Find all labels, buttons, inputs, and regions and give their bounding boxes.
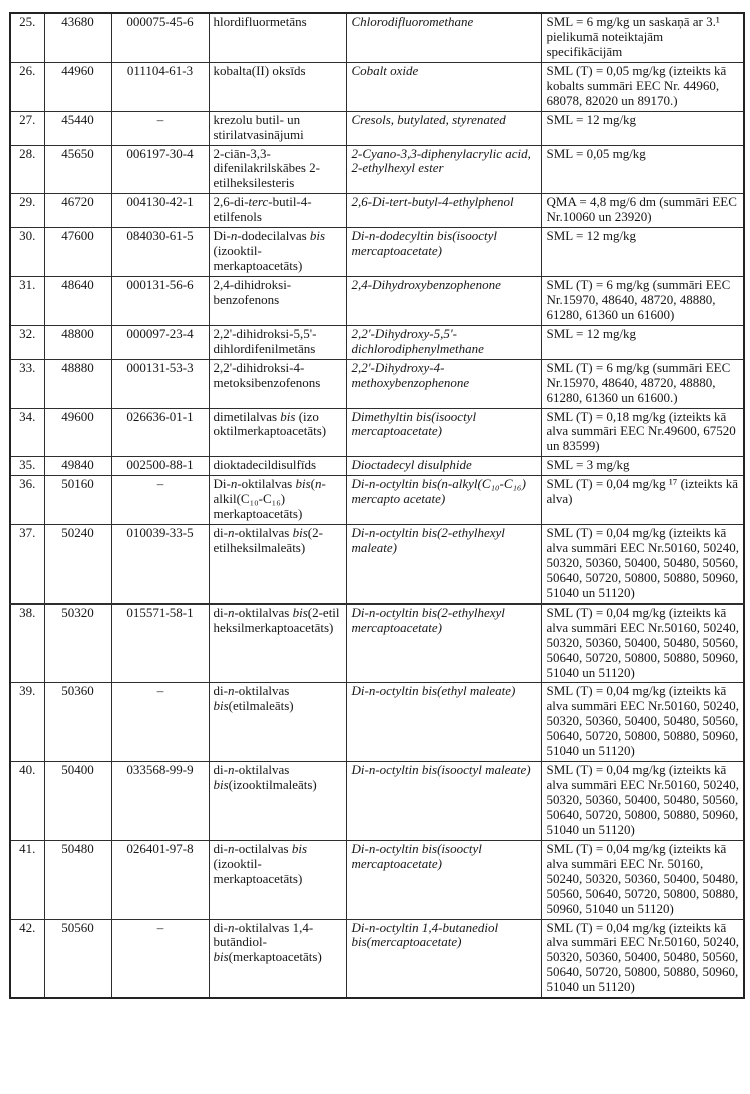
restriction-cell: SML (T) = 0,04 mg/kg (izteikts kā alva summāri EEC Nr. 50160, 50240, 50320, 50360, 50400, 50480, 50560, 50640, 50720, 50800, 50880, 50960, 51040 un 51120) [541,840,744,919]
substance-name-en-cell: Chlorodifluoromethane [346,13,541,62]
eec-ref-number-cell: 49600 [44,408,111,457]
eec-ref-number-cell: 50400 [44,762,111,841]
cas-number-cell: 000131-56-6 [111,277,209,326]
row-number-cell: 42. [10,919,44,998]
eec-ref-number-cell: 49840 [44,457,111,476]
substance-name-lv-cell: 2,2'-dihidroksi-5,5'-dihlordifenilmetāns [209,325,346,359]
row-number-cell: 37. [10,525,44,604]
substance-name-en-cell: 2,6-Di-tert-butyl-4-ethylphenol [346,194,541,228]
substance-name-en-cell: Di-n-dodecyltin bis(isooctyl mercaptoacetate) [346,228,541,277]
substance-name-lv-cell: 2,4-dihidroksi-benzofenons [209,277,346,326]
table-row [10,762,744,841]
cas-number-cell: 026401-97-8 [111,840,209,919]
row-number-cell: 31. [10,277,44,326]
cas-number-cell: 015571-58-1 [111,604,209,683]
substance-name-lv-cell: krezolu butil- un stirilatvasinājumi [209,111,346,145]
row-number-cell: 25. [10,13,44,62]
cas-number-cell: – [111,683,209,762]
restriction-cell: SML = 6 mg/kg un saskaņā ar 3.¹ pielikumā noteiktajām specifikācijām [541,13,744,62]
eec-ref-number-cell: 50360 [44,683,111,762]
restriction-cell: SML (T) = 0,04 mg/kg (izteikts kā alva summāri EEC Nr.50160, 50240, 50320, 50360, 50400, 50480, 50560, 50640, 50720, 50800, 50880, 50960, 51040 un 51120) [541,683,744,762]
substance-name-lv-cell: di-n-oktilalvas 1,4-butāndiol-bis(merkaptoacetāts) [209,919,346,998]
substance-name-en-cell: Di-n-octyltin bis(isooctyl mercaptoacetate) [346,840,541,919]
restriction-cell: SML (T) = 0,04 mg/kg (izteikts kā alva summāri EEC Nr.50160, 50240, 50320, 50360, 50400, 50480, 50560, 50640, 50720, 50800, 50880, 50960, 51040 un 51120) [541,762,744,841]
substance-name-lv-cell: di-n-oktilalvas bis(2-etil heksilmerkaptoacetāts) [209,604,346,683]
substance-name-lv-cell: di-n-oktilalvas bis(etilmaleāts) [209,683,346,762]
table-row [10,62,744,111]
substance-name-en-cell: Di-n-octyltin bis(isooctyl maleate) [346,762,541,841]
table-row [10,525,744,604]
substance-name-en-cell: 2,2'-Dihydroxy-5,5'-dichlorodiphenylmethane [346,325,541,359]
substance-name-lv-cell: hlordifluormetāns [209,13,346,62]
substance-name-lv-cell: 2,2'-dihidroksi-4-metoksibenzofenons [209,359,346,408]
table-row [10,457,744,476]
restriction-cell: SML (T) = 0,04 mg/kg (izteikts kā alva summāri EEC Nr.50160, 50240, 50320, 50360, 50400, 50480, 50560, 50640, 50720, 50800, 50880, 50960, 51040 un 51120) [541,919,744,998]
substance-name-en-cell: 2,2'-Dihydroxy-4-methoxybenzophenone [346,359,541,408]
substance-name-lv-cell: 2-ciān-3,3-difenilakrilskābes 2-etilheksilesteris [209,145,346,194]
cas-number-cell: 084030-61-5 [111,228,209,277]
substance-name-en-cell: 2-Cyano-3,3-diphenylacrylic acid, 2-ethylhexyl ester [346,145,541,194]
substance-name-lv-cell: di-n-octilalvas bis (izooktil-merkaptoacetāts) [209,840,346,919]
restriction-cell: SML = 0,05 mg/kg [541,145,744,194]
eec-ref-number-cell: 46720 [44,194,111,228]
substance-name-lv-cell: 2,6-di-terc-butil-4-etilfenols [209,194,346,228]
cas-number-cell: 011104-61-3 [111,62,209,111]
substance-name-en-cell: Dioctadecyl disulphide [346,457,541,476]
substance-name-lv-cell: Di-n-oktilalvas bis(n-alkil(C₁₀-C₁₆) merkaptoacetāts) [209,476,346,525]
cas-number-cell: – [111,476,209,525]
cas-number-cell: 004130-42-1 [111,194,209,228]
restriction-cell: SML (T) = 6 mg/kg (summāri EEC Nr.15970, 48640, 48720, 48880, 61280, 61360 un 61600) [541,277,744,326]
eec-ref-number-cell: 45650 [44,145,111,194]
substance-name-en-cell: Cobalt oxide [346,62,541,111]
table-row [10,840,744,919]
row-number-cell: 38. [10,604,44,683]
cas-number-cell: 033568-99-9 [111,762,209,841]
table-row [10,194,744,228]
substance-name-lv-cell: dimetilalvas bis (izo oktilmerkaptoacetāts) [209,408,346,457]
substance-name-en-cell: Di-n-octyltin bis(n-alkyl(C₁₀-C₁₆) mercapto acetate) [346,476,541,525]
row-number-cell: 33. [10,359,44,408]
row-number-cell: 40. [10,762,44,841]
row-number-cell: 30. [10,228,44,277]
cas-number-cell: 000131-53-3 [111,359,209,408]
eec-ref-number-cell: 47600 [44,228,111,277]
row-number-cell: 27. [10,111,44,145]
restriction-cell: SML (T) = 0,05 mg/kg (izteikts kā kobalts summāri EEC Nr. 44960, 68078, 82020 un 89170.) [541,62,744,111]
substance-name-lv-cell: di-n-oktilalvas bis(izooktilmaleāts) [209,762,346,841]
table-row [10,13,744,62]
eec-ref-number-cell: 50240 [44,525,111,604]
table-row [10,683,744,762]
substance-name-lv-cell: dioktadecildisulfīds [209,457,346,476]
substances-table [9,12,745,999]
row-number-cell: 34. [10,408,44,457]
eec-ref-number-cell: 50560 [44,919,111,998]
row-number-cell: 41. [10,840,44,919]
eec-ref-number-cell: 45440 [44,111,111,145]
restriction-cell: SML = 12 mg/kg [541,325,744,359]
eec-ref-number-cell: 50480 [44,840,111,919]
substance-name-lv-cell: kobalta(II) oksīds [209,62,346,111]
row-number-cell: 28. [10,145,44,194]
row-number-cell: 35. [10,457,44,476]
substance-name-en-cell: 2,4-Dihydroxybenzophenone [346,277,541,326]
restriction-cell: SML = 12 mg/kg [541,228,744,277]
substances-table-body [10,13,744,998]
substance-name-en-cell: Di-n-octyltin bis(ethyl maleate) [346,683,541,762]
table-row [10,111,744,145]
eec-ref-number-cell: 50320 [44,604,111,683]
substance-name-lv-cell: di-n-oktilalvas bis(2-etilheksilmaleāts) [209,525,346,604]
table-row [10,604,744,683]
substance-name-en-cell: Di-n-octyltin 1,4-butanediol bis(mercaptoacetate) [346,919,541,998]
cas-number-cell: 010039-33-5 [111,525,209,604]
row-number-cell: 36. [10,476,44,525]
cas-number-cell: 000075-45-6 [111,13,209,62]
substance-name-en-cell: Di-n-octyltin bis(2-ethylhexyl mercaptoacetate) [346,604,541,683]
table-row [10,408,744,457]
substance-name-lv-cell: Di-n-dodecilalvas bis (izooktil-merkaptoacetāts) [209,228,346,277]
row-number-cell: 39. [10,683,44,762]
row-number-cell: 29. [10,194,44,228]
cas-number-cell: 006197-30-4 [111,145,209,194]
restriction-cell: SML = 3 mg/kg [541,457,744,476]
cas-number-cell: – [111,111,209,145]
row-number-cell: 32. [10,325,44,359]
cas-number-cell: 026636-01-1 [111,408,209,457]
eec-ref-number-cell: 48880 [44,359,111,408]
restriction-cell: SML (T) = 0,04 mg/kg (izteikts kā alva summāri EEC Nr.50160, 50240, 50320, 50360, 50400, 50480, 50560, 50640, 50720, 50800, 50880, 50960, 51040 un 51120) [541,604,744,683]
table-row [10,476,744,525]
substance-name-en-cell: Dimethyltin bis(isooctyl mercaptoacetate) [346,408,541,457]
restriction-cell: SML = 12 mg/kg [541,111,744,145]
substance-name-en-cell: Cresols, butylated, styrenated [346,111,541,145]
row-number-cell: 26. [10,62,44,111]
table-row [10,919,744,998]
table-row [10,228,744,277]
table-row [10,359,744,408]
table-row [10,325,744,359]
restriction-cell: SML (T) = 0,04 mg/kg ¹⁷ (izteikts kā alva) [541,476,744,525]
table-row [10,145,744,194]
cas-number-cell: – [111,919,209,998]
eec-ref-number-cell: 48640 [44,277,111,326]
eec-ref-number-cell: 43680 [44,13,111,62]
eec-ref-number-cell: 50160 [44,476,111,525]
table-row [10,277,744,326]
eec-ref-number-cell: 48800 [44,325,111,359]
cas-number-cell: 002500-88-1 [111,457,209,476]
substance-name-en-cell: Di-n-octyltin bis(2-ethylhexyl maleate) [346,525,541,604]
eec-ref-number-cell: 44960 [44,62,111,111]
restriction-cell: SML (T) = 0,18 mg/kg (izteikts kā alva summāri EEC Nr.49600, 67520 un 83599) [541,408,744,457]
cas-number-cell: 000097-23-4 [111,325,209,359]
restriction-cell: SML (T) = 0,04 mg/kg (izteikts kā alva summāri EEC Nr.50160, 50240, 50320, 50360, 50400, 50480, 50560, 50640, 50720, 50800, 50880, 50960, 51040 un 51120) [541,525,744,604]
restriction-cell: QMA = 4,8 mg/6 dm (summāri EEC Nr.10060 un 23920) [541,194,744,228]
restriction-cell: SML (T) = 6 mg/kg (summāri EEC Nr.15970, 48640, 48720, 48880, 61280, 61360 un 61600.) [541,359,744,408]
